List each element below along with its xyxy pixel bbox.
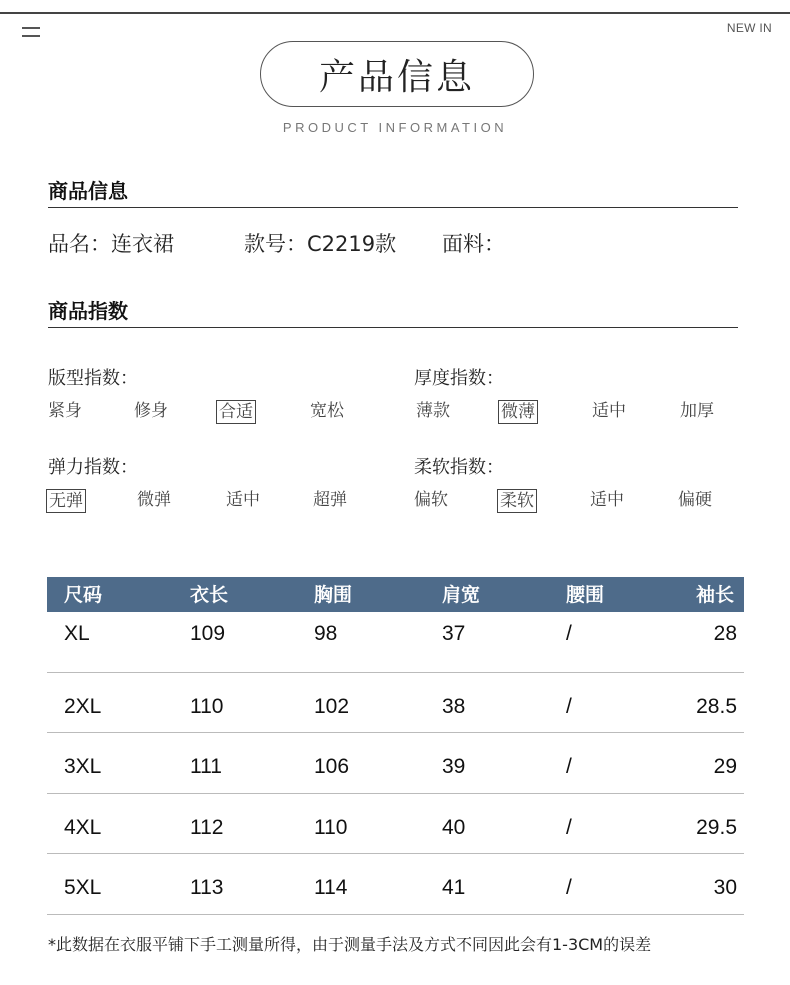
column-header: 肩宽	[442, 584, 481, 606]
index-option-selected[interactable]: 柔软	[497, 489, 537, 513]
product-fabric: 面料：	[442, 232, 505, 256]
index-option[interactable]: 薄款	[416, 401, 450, 421]
table-cell: /	[566, 815, 572, 839]
index-label: 柔软指数：	[414, 457, 504, 478]
column-header: 衣长	[190, 584, 229, 606]
table-cell: 29	[713, 755, 737, 778]
table-cell: 110	[314, 815, 348, 839]
index-option[interactable]: 修身	[134, 401, 168, 421]
column-header: 袖长	[695, 584, 734, 606]
product-info-heading: 商品信息	[48, 179, 128, 203]
table-row	[47, 612, 744, 673]
index-option-selected[interactable]: 微薄	[498, 400, 538, 424]
column-header: 尺码	[64, 584, 103, 606]
table-cell: 38	[442, 694, 466, 718]
indices-heading: 商品指数	[48, 299, 128, 323]
indices-divider	[48, 327, 738, 328]
product-info-divider	[48, 207, 738, 208]
new-in-label: NEW IN	[726, 21, 772, 35]
table-cell: XL	[64, 622, 90, 645]
table-cell: /	[566, 755, 572, 778]
table-cell: /	[566, 622, 572, 645]
index-label: 厚度指数：	[414, 368, 504, 389]
table-cell: 5XL	[64, 876, 102, 899]
table-cell: 29.5	[696, 815, 737, 839]
page-title: 产品信息	[318, 56, 475, 98]
product-name: 品名：连衣裙	[48, 232, 174, 256]
index-option[interactable]: 加厚	[680, 401, 714, 421]
table-cell: 98	[314, 622, 338, 645]
table-cell: 3XL	[64, 755, 102, 778]
index-option-selected[interactable]: 无弹	[46, 489, 86, 513]
size-table-body	[47, 612, 744, 915]
column-header: 胸围	[314, 584, 353, 606]
table-cell: 112	[190, 815, 224, 839]
table-row	[47, 673, 744, 734]
table-cell: 39	[442, 755, 466, 778]
table-cell: 37	[442, 622, 466, 645]
index-option[interactable]: 紧身	[48, 401, 82, 421]
table-cell: 40	[442, 815, 466, 839]
index-option[interactable]: 适中	[590, 490, 624, 510]
table-cell: /	[566, 876, 572, 899]
table-cell: 111	[190, 755, 222, 778]
top-divider	[0, 12, 790, 14]
table-cell: 106	[314, 755, 350, 778]
table-cell: 4XL	[64, 815, 102, 839]
index-option[interactable]: 适中	[592, 401, 626, 421]
table-cell: 102	[314, 694, 350, 718]
product-style-no: 款号：C2219款	[244, 232, 397, 256]
index-label: 版型指数：	[48, 368, 138, 389]
table-row	[47, 794, 744, 855]
index-label: 弹力指数：	[48, 457, 138, 478]
column-header: 腰围	[566, 584, 605, 606]
table-cell: 110	[190, 694, 224, 718]
index-option[interactable]: 偏硬	[678, 490, 712, 510]
size-table	[47, 577, 744, 915]
table-cell: 109	[190, 622, 226, 645]
index-option[interactable]: 宽松	[310, 401, 344, 421]
index-option-selected[interactable]: 合适	[216, 400, 256, 424]
table-cell: 2XL	[64, 694, 102, 718]
hamburger-icon[interactable]	[22, 27, 40, 38]
table-cell: /	[566, 694, 572, 718]
index-option[interactable]: 超弹	[313, 490, 347, 510]
measurement-footnote: *此数据在衣服平铺下手工测量所得，由于测量手法及方式不同因此会有1-3CM的误差	[48, 935, 652, 954]
table-cell: 114	[314, 876, 348, 899]
table-cell: 113	[190, 876, 224, 899]
table-cell: 28.5	[696, 694, 737, 718]
size-table-header	[47, 577, 744, 612]
index-option[interactable]: 偏软	[414, 490, 448, 510]
index-option[interactable]: 微弹	[137, 490, 171, 510]
table-cell: 41	[442, 876, 466, 899]
table-row	[47, 733, 744, 794]
table-row	[47, 854, 744, 915]
table-cell: 28	[713, 622, 737, 645]
index-option[interactable]: 适中	[226, 490, 260, 510]
page-title-badge	[260, 41, 534, 107]
table-cell: 30	[713, 876, 737, 899]
page-subtitle: PRODUCT INFORMATION	[282, 120, 508, 135]
